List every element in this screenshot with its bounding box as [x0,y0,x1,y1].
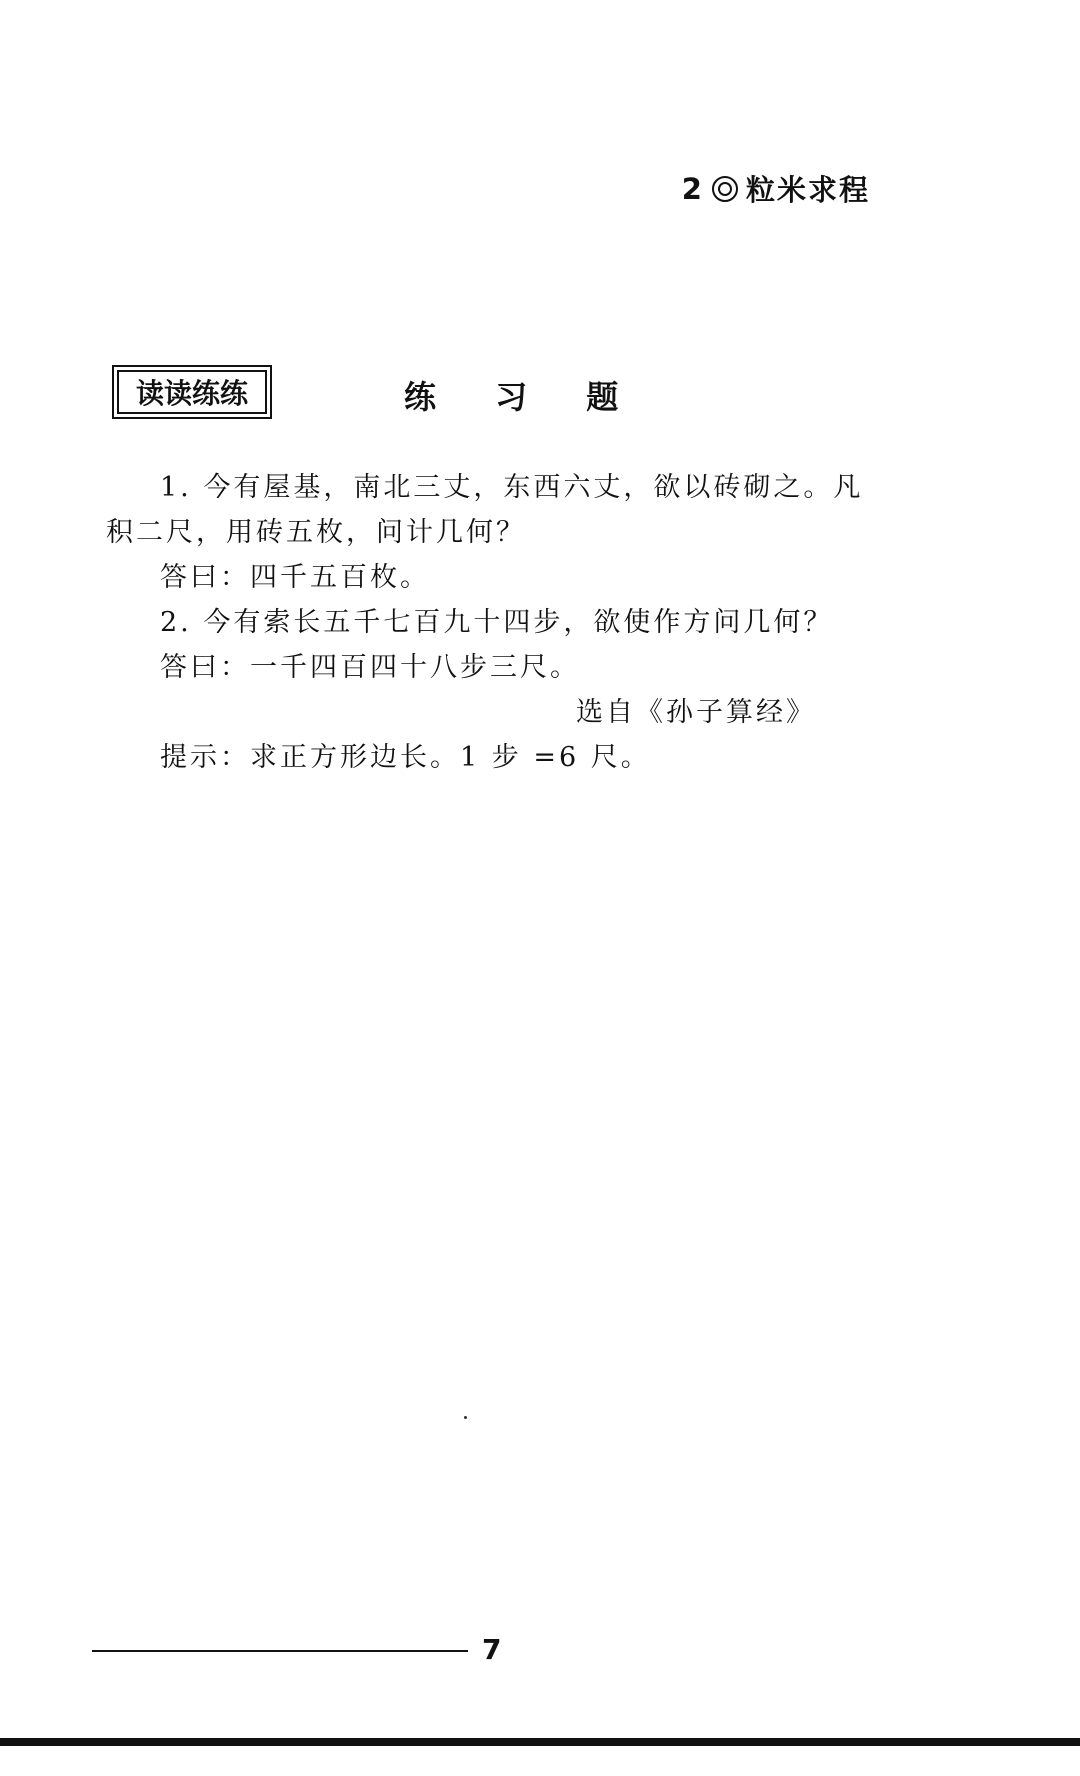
section-label-box [112,365,272,419]
double-circle-icon [712,176,738,202]
hint-text: 提示：求正方形边长。1 步 =6 尺。 [160,742,651,773]
bottom-edge-bar [0,1738,1080,1746]
chapter-number: 2 [681,171,704,206]
question-1: 1. 今有屋基，南北三丈，东西六丈，欲以砖砌之。凡积二尺，用砖五枚，问计几何？ [106,472,864,548]
answer-1: 答曰：四千五百枚。 [160,562,430,593]
chapter-header [682,168,870,209]
page-number: 7 [482,1633,502,1666]
chapter-title: 粒米求程 [745,173,870,207]
source-citation: 选自《孙子算经》 [576,697,816,728]
question-2: 2. 今有索长五千七百九十四步，欲使作方问几何？ [160,607,834,638]
scan-speck [464,1416,467,1419]
footer-rule [92,1650,468,1652]
exercise-title: 练 习 题 [404,378,643,416]
exercise-body [106,465,866,780]
section-label: 读读练练 [117,370,267,414]
answer-2: 答曰：一千四百四十八步三尺。 [160,652,580,683]
